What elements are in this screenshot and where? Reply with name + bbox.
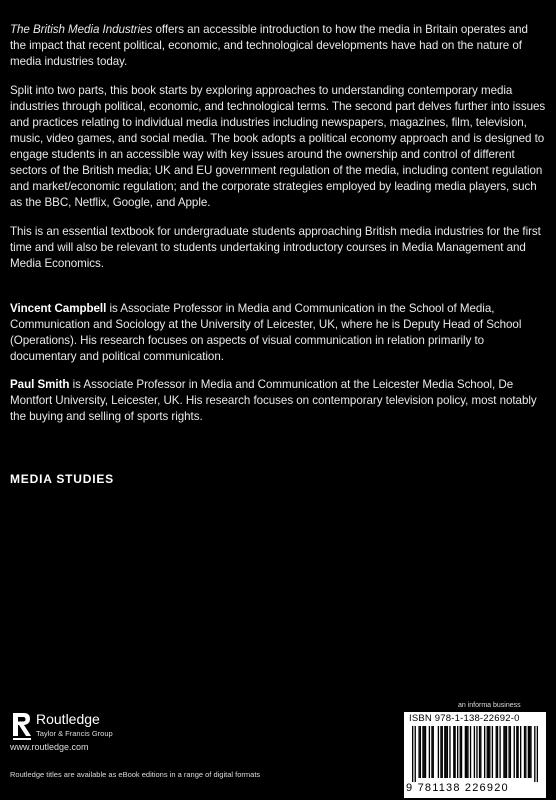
barcode-bar <box>499 726 500 778</box>
barcode-bar <box>529 726 530 778</box>
author-name: Paul Smith <box>10 378 70 391</box>
informa-label: an informa business <box>458 702 521 709</box>
barcode-bar <box>496 726 497 778</box>
intro-paragraph <box>10 22 546 70</box>
barcode-icon <box>412 726 538 782</box>
barcode-bar <box>420 726 421 778</box>
author-name: Vincent Campbell <box>10 302 107 315</box>
isbn-text: ISBN 978-1-138-22692-0 <box>409 713 520 724</box>
publisher-website: www.routledge.com <box>10 742 89 752</box>
barcode-bar <box>530 726 531 778</box>
section-spacer <box>10 285 546 301</box>
barcode-bar <box>454 726 455 778</box>
publisher-group: Taylor & Francis Group <box>36 729 113 738</box>
barcode-bar <box>514 726 515 778</box>
barcode-digits: 9 781138 226920 <box>406 782 509 794</box>
barcode-bar <box>474 726 475 778</box>
barcode-bar <box>438 726 439 778</box>
barcode-bar <box>470 726 471 778</box>
barcode-bar <box>447 726 448 778</box>
intro-text: offers an accessible introduction to how the media in Britain operates and the impact that recent political, economic, and technological developments have had on the nature of media industries today. <box>10 23 528 68</box>
barcode-bar <box>489 726 490 778</box>
barcode-bar <box>476 726 477 778</box>
barcode-bar <box>503 726 504 778</box>
barcode-bar <box>487 726 488 778</box>
barcode-bar <box>460 726 461 778</box>
barcode-bar <box>449 726 450 778</box>
barcode-bar <box>534 726 535 782</box>
barcode-bar <box>537 726 538 782</box>
barcode-bar <box>520 726 521 778</box>
barcode-bar <box>488 726 489 778</box>
ebook-note: Routledge titles are available as eBook editions in a range of digital formats <box>10 770 261 779</box>
barcode-bar <box>510 726 511 778</box>
barcode-bar <box>505 726 506 778</box>
barcode-bar <box>466 726 467 778</box>
barcode-bar <box>524 726 525 778</box>
author-bio-text: is Associate Professor in Media and Communication in the School of Media, Communication and Sociology at the University of Leicester, UK, where he is Deputy Head of School (Operations). His research focuses on aspects of visual communication in relation primarily to documentary and political communication. <box>10 302 522 363</box>
barcode-panel <box>404 712 546 798</box>
audience-paragraph: This is an essential textbook for undergraduate students approaching British media industries for the first time and will also be relevant to students undertaking introductory courses in Media Management and Media Economics. <box>10 225 541 270</box>
barcode-bar <box>457 726 458 778</box>
barcode-bar <box>412 726 413 782</box>
barcode-bar <box>453 726 454 778</box>
barcode-bar <box>467 726 468 778</box>
barcode-bar <box>479 726 480 778</box>
author-bio <box>10 377 546 425</box>
back-cover-blurb <box>10 22 546 437</box>
barcode-bar <box>506 726 507 778</box>
barcode-bar <box>415 726 416 782</box>
barcode-bar <box>429 726 430 778</box>
barcode-bar <box>517 726 518 778</box>
barcode-bar <box>442 726 443 778</box>
author-bio <box>10 301 546 365</box>
subject-category: MEDIA STUDIES <box>10 472 114 486</box>
barcode-bar <box>516 726 517 778</box>
book-title: The British Media Industries <box>10 23 153 36</box>
barcode-bar <box>418 726 419 778</box>
barcode-bar <box>440 726 441 778</box>
barcode-bar <box>508 726 509 778</box>
barcode-bar <box>480 726 481 778</box>
barcode-bar <box>497 726 498 778</box>
barcode-bar <box>445 726 446 778</box>
barcode-bar <box>528 726 529 778</box>
barcode-bar <box>424 726 425 778</box>
barcode-bar <box>422 726 423 778</box>
barcode-bar <box>461 726 462 778</box>
author-bio-text: is Associate Professor in Media and Communication at the Leicester Media School, De Montfort University, Leicester, UK. His research focuses on contemporary television policy, most notably the buying and selling of sports rights. <box>10 378 537 423</box>
barcode-bar <box>525 726 526 778</box>
barcode-bar <box>431 726 432 778</box>
barcode-bar <box>484 726 485 778</box>
description-paragraph: Split into two parts, this book starts by exploring approaches to understanding contemporary media industries through political, economic, and technological terms. The second part delves further into issues and practices relating to individual media industries including newspapers, magazines, film, television, music, video games, and social media. The book adopts a political economy approach and is designed to engage students in an accessible way with key issues around the ownership and control of different sectors of the British media; UK and EU government regulation of the media, including content regulation and market/economic regulation; and the corporate strategies employed by leading media players, such as the BBC, Netflix, Google, and Apple. <box>10 84 546 209</box>
routledge-logo-icon <box>10 710 34 744</box>
publisher-name: Routledge <box>36 711 100 727</box>
barcode-bar <box>425 726 426 778</box>
barcode-bar <box>433 726 434 778</box>
barcode-bar <box>444 726 445 778</box>
barcode-bar <box>492 726 493 778</box>
barcode-bar <box>465 726 466 778</box>
